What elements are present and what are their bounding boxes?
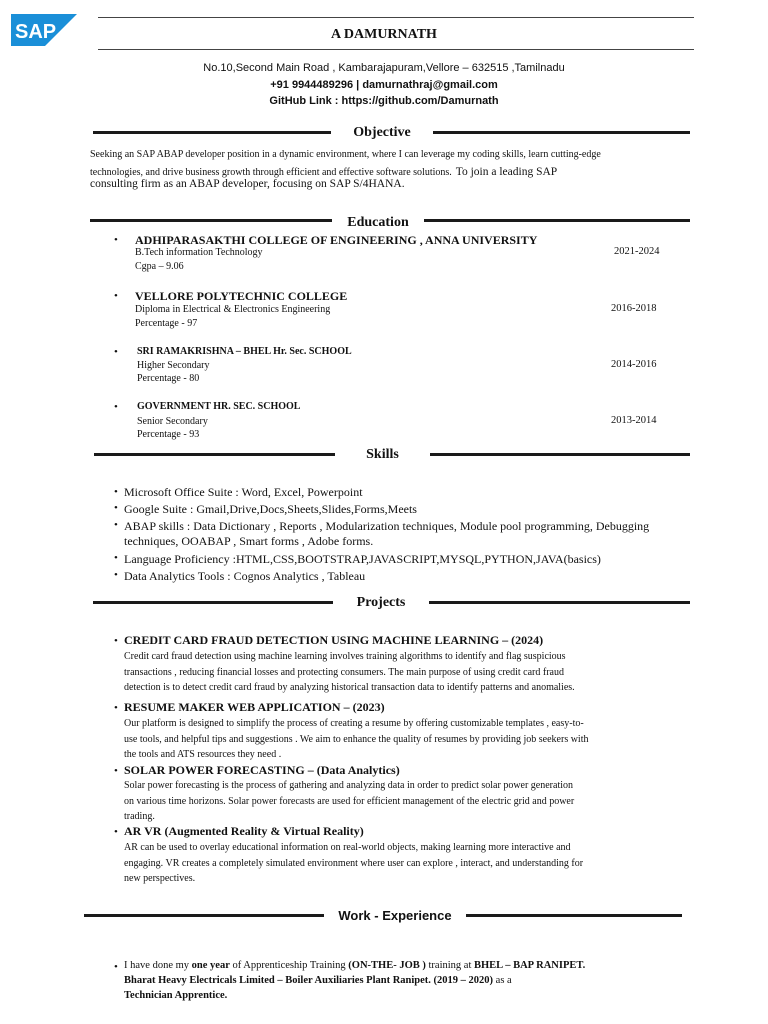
education-degree: B.Tech information Technology [135,247,263,258]
work-text: as a [493,975,512,986]
education-heading: Education [347,215,409,230]
skill-bullet: • [114,519,118,531]
skill-bullet: • [114,502,118,514]
project-description-line: Credit card fraud detection using machine learning involves training algorithms to identify and flag suspicious [124,651,566,662]
education-years: 2013-2014 [611,415,657,426]
project-bullet: • [114,826,118,838]
work-text: training at [425,960,474,971]
project-title: SOLAR POWER FORECASTING – (Data Analytics) [124,763,400,777]
education-bullet: • [114,401,118,413]
header-bottom-rule [98,49,694,50]
objective-line-1: Seeking an SAP ABAP developer position in a dynamic environment, where I can leverage my coding skills, learn cutting-edge [90,149,601,160]
projects-heading: Projects [356,595,406,610]
education-score: Percentage - 80 [137,373,200,384]
skills-rule-left [94,453,335,456]
github-link[interactable]: GitHub Link : https://github.com/Damurnath [269,95,499,107]
education-institution: ADHIPARASAKTHI COLLEGE OF ENGINEERING , ANNA UNIVERSITY [135,233,538,247]
projects-rule-left [93,601,333,604]
project-description-line: Solar power forecasting is the process of gathering and analyzing data in order to predict solar power generation [124,780,574,791]
education-institution: VELLORE POLYTECHNIC COLLEGE [135,289,348,303]
objective-rule-right [433,131,690,134]
work-employer: Bharat Heavy Electricals Limited – Boiler Auxiliaries Plant Ranipet. (2019 – 2020) [124,975,494,986]
header-top-rule [98,17,694,18]
skill-item-continued: techniques, OOABAP , Smart forms , Adobe forms. [124,534,374,548]
work-highlight: (ON-THE- JOB ) [348,960,426,971]
work-highlight: BHEL – BAP RANIPET. [474,960,586,971]
work-text: I have done my [124,960,192,971]
education-score: Cgpa – 9.06 [135,261,184,272]
project-title: AR VR (Augmented Reality & Virtual Reality) [124,824,364,838]
projects-rule-right [429,601,690,604]
project-bullet: • [114,635,118,647]
project-description [124,716,684,763]
education-score: Percentage - 93 [137,429,200,440]
skill-item: Data Analytics Tools : Cognos Analytics , Tableau [124,569,366,583]
project-description-line: detection is to detect credit card fraud by analyzing historical transaction data to identify patterns and anomalies. [124,682,575,693]
objective-rule-left [93,131,331,134]
skills-heading: Skills [366,447,399,462]
objective-line-2a: technologies, and drive business growth through efficient and effective software solutions. [90,167,452,178]
project-description [124,778,684,825]
work-highlight: one year [191,960,230,971]
candidate-name: A DAMURNATH [331,27,437,42]
project-description-line: on various time horizons. Solar power forecasts are used for efficient management of the electric grid and power [124,795,575,807]
objective-line-3: consulting firm as an ABAP developer, focusing on SAP S/4HANA. [90,178,405,190]
skill-item: Microsoft Office Suite : Word, Excel, Powerpoint [124,485,363,499]
education-score: Percentage - 97 [135,318,198,329]
education-years: 2014-2016 [611,359,657,370]
project-bullet: • [114,765,118,777]
education-degree: Higher Secondary [137,360,210,371]
project-bullet: • [114,702,118,714]
education-institution: GOVERNMENT HR. SEC. SCHOOL [137,401,301,412]
education-rule-left [90,219,332,222]
project-description-line: use tools, and helpful tips and suggestions . We aim to enhance the quality of resumes by providing job seekers with [124,733,589,745]
skill-bullet: • [114,569,118,581]
education-years: 2021-2024 [614,246,660,257]
skill-item: Language Proficiency :HTML,CSS,BOOTSTRAP,JAVASCRIPT,MYSQL,PYTHON,JAVA(basics) [124,552,601,566]
work-line-1 [124,960,585,971]
work-bullet: • [114,961,118,973]
skill-item: Google Suite : Gmail,Drive,Docs,Sheets,Slides,Forms,Meets [124,502,417,516]
project-description-line: trading. [124,811,155,822]
education-degree: Senior Secondary [137,416,208,427]
contact-line: +91 9944489296 | damurnathraj@gmail.com [270,79,498,91]
work-heading: Work - Experience [338,908,452,923]
objective-heading: Objective [353,125,411,140]
project-description-line: AR can be used to overlay educational information on real-world objects, making learning more interactive and [124,842,571,853]
objective-line-2b: To join a leading SAP [455,166,558,178]
address: No.10,Second Main Road , Kambarajapuram,Vellore – 632515 ,Tamilnadu [203,62,565,74]
sap-logo-text: SAP [15,21,57,43]
skill-bullet: • [114,552,118,564]
project-description-line: the tools and ATS resources they need . [124,749,282,760]
education-bullet: • [114,346,118,358]
skill-item: ABAP skills : Data Dictionary , Reports , Modularization techniques, Module pool programming, Debugging [124,519,650,533]
project-description-line: Our platform is designed to simplify the process of creating a resume by offering customizable templates , easy-to- [124,718,584,729]
work-text: of Apprenticeship Training [229,960,349,971]
skills-rule-right [430,453,690,456]
skill-bullet: • [114,486,118,498]
education-rule-right [424,219,690,222]
work-role: Technician Apprentice. [124,990,228,1001]
work-rule-left [84,914,324,917]
education-degree: Diploma in Electrical & Electronics Engineering [135,304,331,315]
work-line-2 [124,975,512,986]
project-description-line: new perspectives. [124,873,196,884]
project-description-line: transactions , reducing financial losses and protecting consumers. The main purpose of using credit card fraud [124,666,564,678]
work-rule-right [466,914,682,917]
education-years: 2016-2018 [611,303,657,314]
education-bullet: • [114,234,118,246]
project-description-line: engaging. VR creates a completely simulated environment where user can explore , interact, and understanding for [124,857,584,869]
project-title: CREDIT CARD FRAUD DETECTION USING MACHINE LEARNING – (2024) [124,633,544,647]
project-description [124,840,684,887]
project-title: RESUME MAKER WEB APPLICATION – (2023) [124,700,385,714]
education-bullet: • [114,290,118,302]
project-description [124,649,684,696]
education-institution: SRI RAMAKRISHNA – BHEL Hr. Sec. SCHOOL [137,346,352,357]
